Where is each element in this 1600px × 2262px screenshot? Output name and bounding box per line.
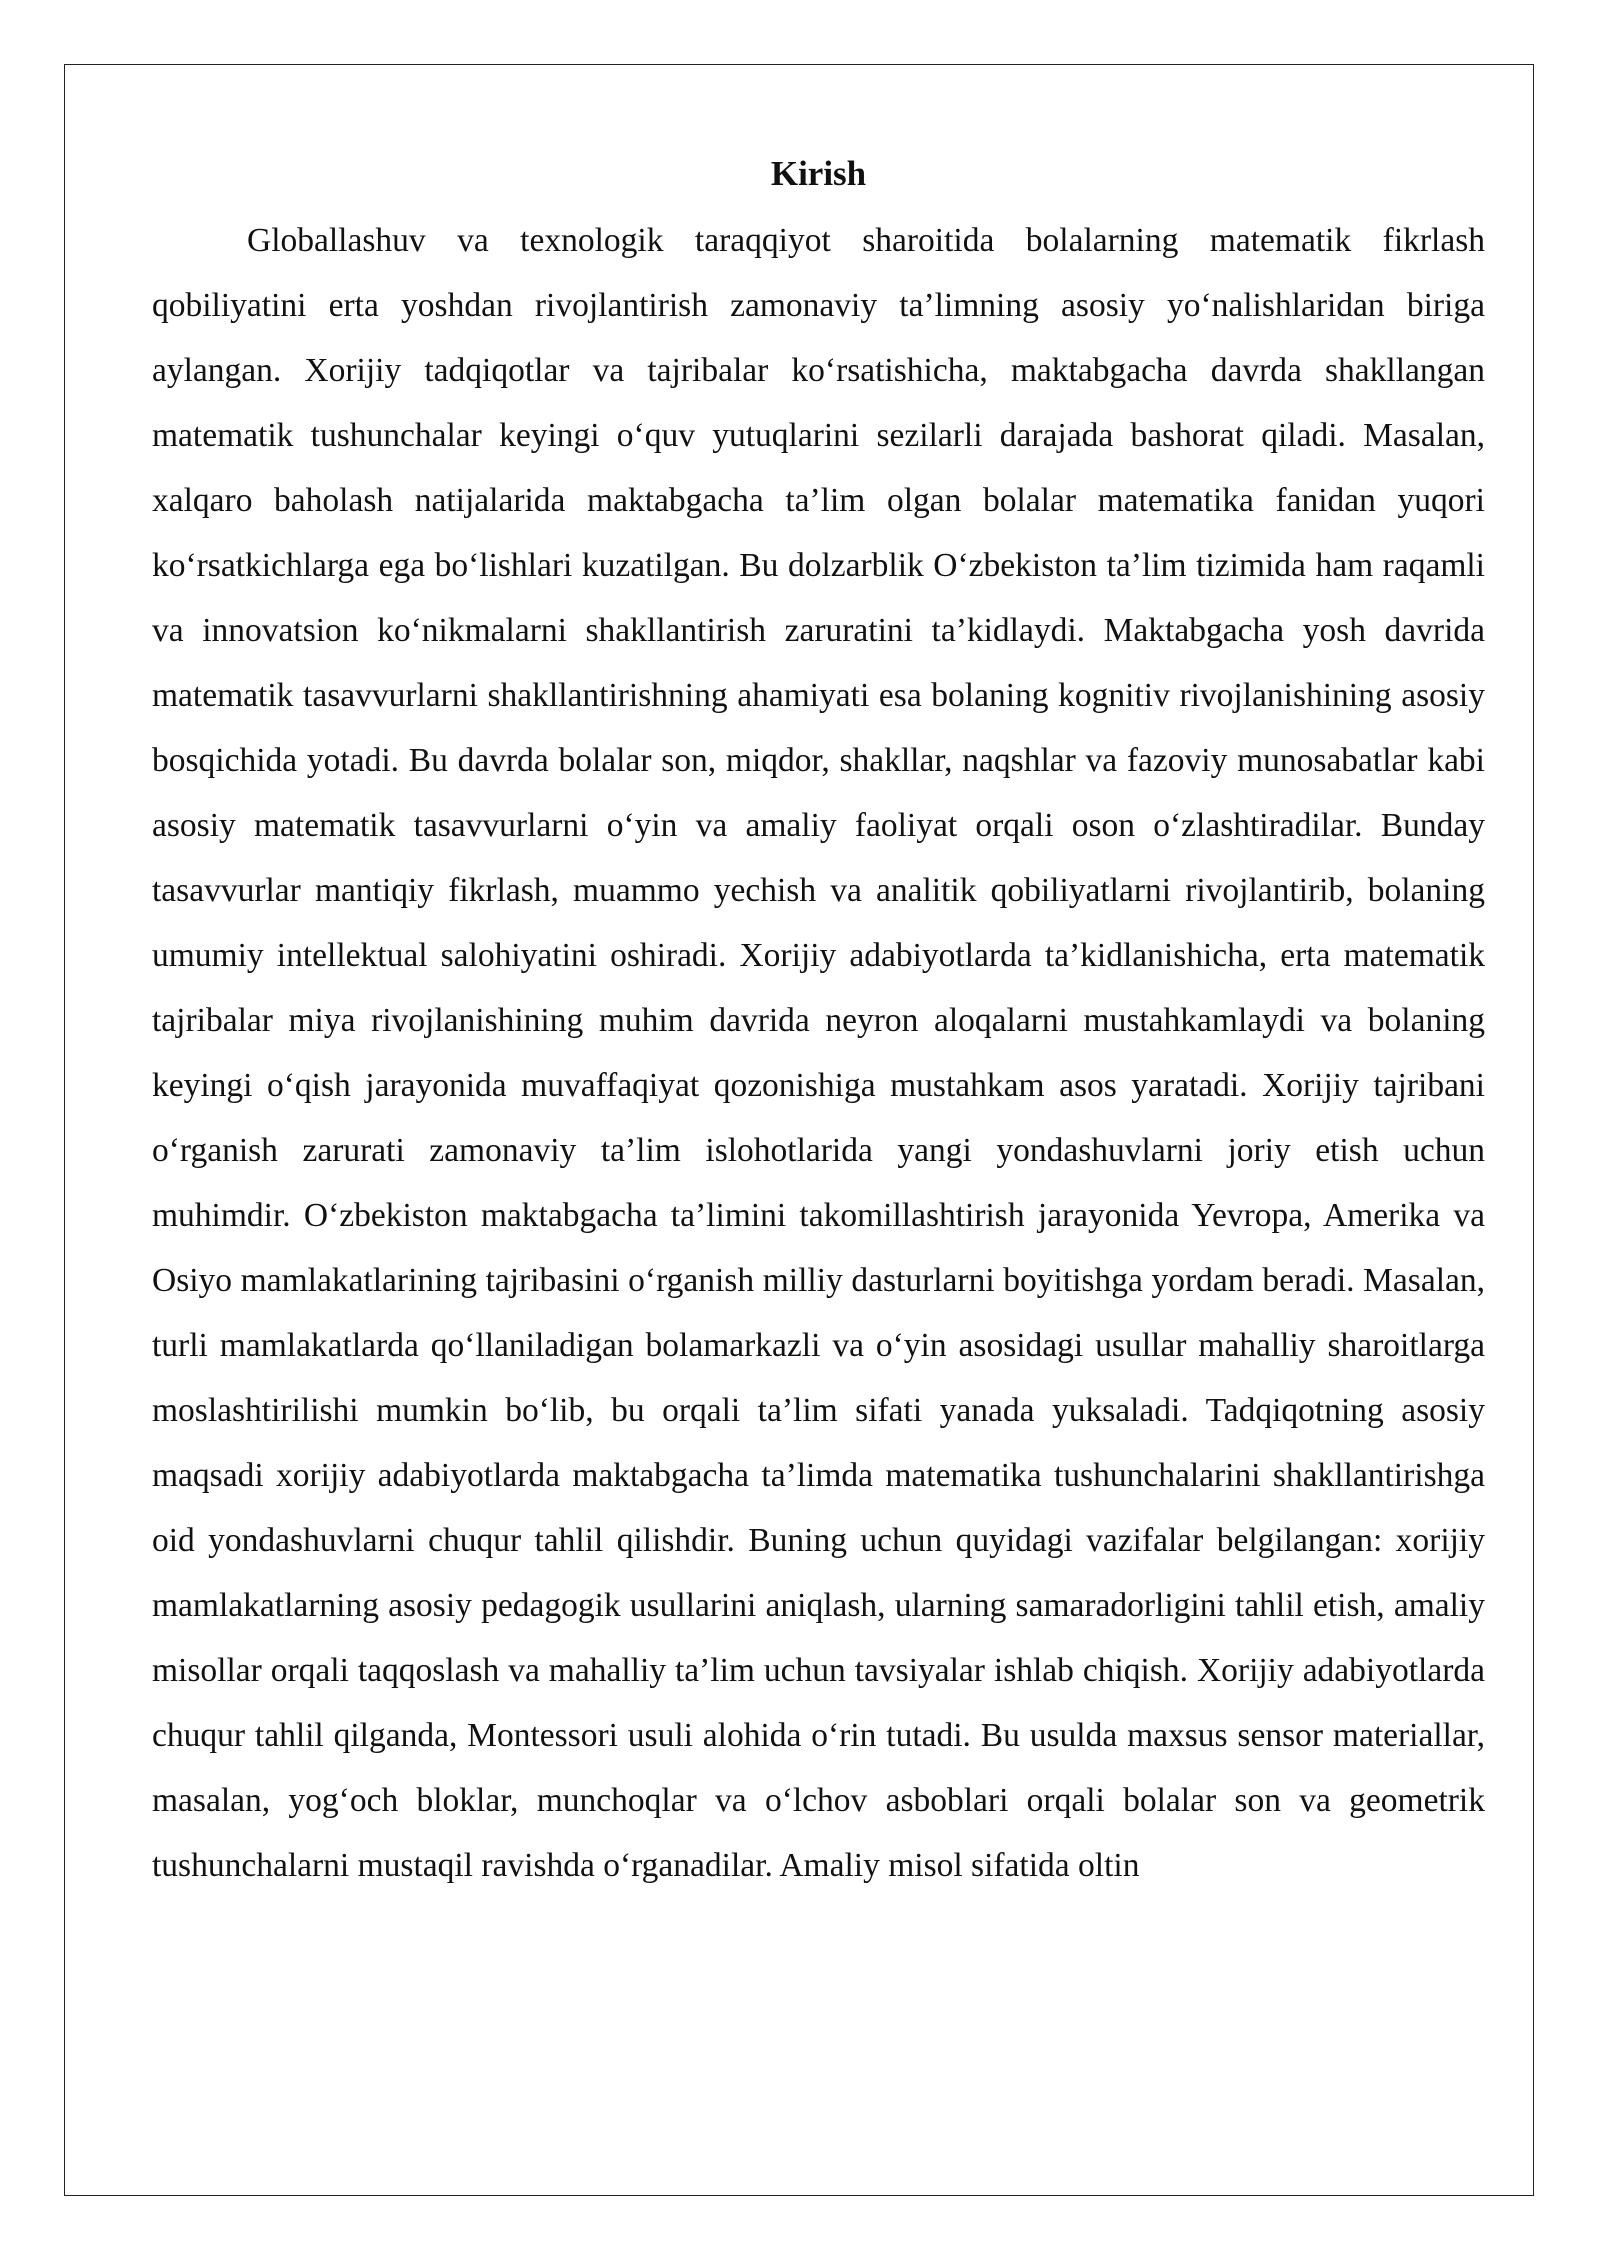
body-paragraph: Globallashuv va texnologik taraqqiyot sharoitida bolalarning matematik fikrlash qobiliyatini erta yoshdan rivojlantirish zamonaviy ta’limning asosiy yo‘nalishlaridan biriga aylangan. Xorijiy tadqiqotlar va tajribalar ko‘rsatishicha, maktabgacha davrda shakllangan matematik tushunchalar keyingi o‘quv yutuqlarini sezilarli darajada bashorat qiladi. Masalan, xalqaro baholash natijalarida maktabgacha ta’lim olgan bolalar matematika fanidan yuqori ko‘rsatkichlarga ega bo‘lishlari kuzatilgan. Bu dolzarblik O‘zbekiston ta’lim tizimida ham raqamli va innovatsion ko‘nikmalarni shakllantirish zaruratini ta’kidlaydi. Maktabgacha yosh davrida matematik tasavvurlarni shakllantirishning ahamiyati esa bolaning kognitiv rivojlanishining asosiy bosqichida yotadi. Bu davrda bolalar son, miqdor, shakllar, naqshlar va fazoviy munosabatlar kabi asosiy matematik tasavvurlarni o‘yin va amaliy faoliyat orqali oson o‘zlashtiradilar. Bunday tasavvurlar mantiqiy fikrlash, muammo yechish va analitik qobiliyatlarni rivojlantirib, bolaning umumiy intellektual salohiyatini oshiradi. Xorijiy adabiyotlarda ta’kidlanishicha, erta matematik tajribalar miya rivojlanishining muhim davrida neyron aloqalarni mustahkamlaydi va bolaning keyingi o‘qish jarayonida muvaffaqiyat qozonishiga mustahkam asos yaratadi. Xorijiy tajribani o‘rganish zarurati zamonaviy ta’lim islohotlarida yangi yondashuvlarni joriy etish uchun muhimdir. O‘zbekiston maktabgacha ta’limini takomillashtirish jarayonida Yevropa, Amerika va Osiyo mamlakatlarining tajribasini o‘rganish milliy dasturlarni boyitishga yordam beradi. Masalan, turli mamlakatlarda qo‘llaniladigan bolamarkazli va o‘yin asosidagi usullar mahalliy sharoitlarga moslashtirilishi mumkin bo‘lib, bu orqali ta’lim sifati yanada yuksaladi. Tadqiqotning asosiy maqsadi xorijiy adabiyotlarda maktabgacha ta’limda matematika tushunchalarini shakllantirishga oid yondashuvlarni chuqur tahlil qilishdir. Buning uchun quyidagi vazifalar belgilangan: xorijiy mamlakatlarning asosiy pedagogik usullarini aniqlash, ularning samaradorligini tahlil etish, amaliy misollar orqali taqqoslash va mahalliy ta’lim uchun tavsiyalar ishlab chiqish. Xorijiy adabiyotlarda chuqur tahlil qilganda, Montessori usuli alohida o‘rin tutadi. Bu usulda maxsus sensor materiallar, masalan, yog‘och bloklar, munchoqlar va o‘lchov asboblari orqali bolalar son va geometrik tushunchalarni mustaqil ravishda o‘rganadilar. Amaliy misol sifatida oltin: [152, 222, 1485, 1884]
document-title: Kirish: [770, 154, 867, 193]
document-body: [152, 148, 1485, 1898]
